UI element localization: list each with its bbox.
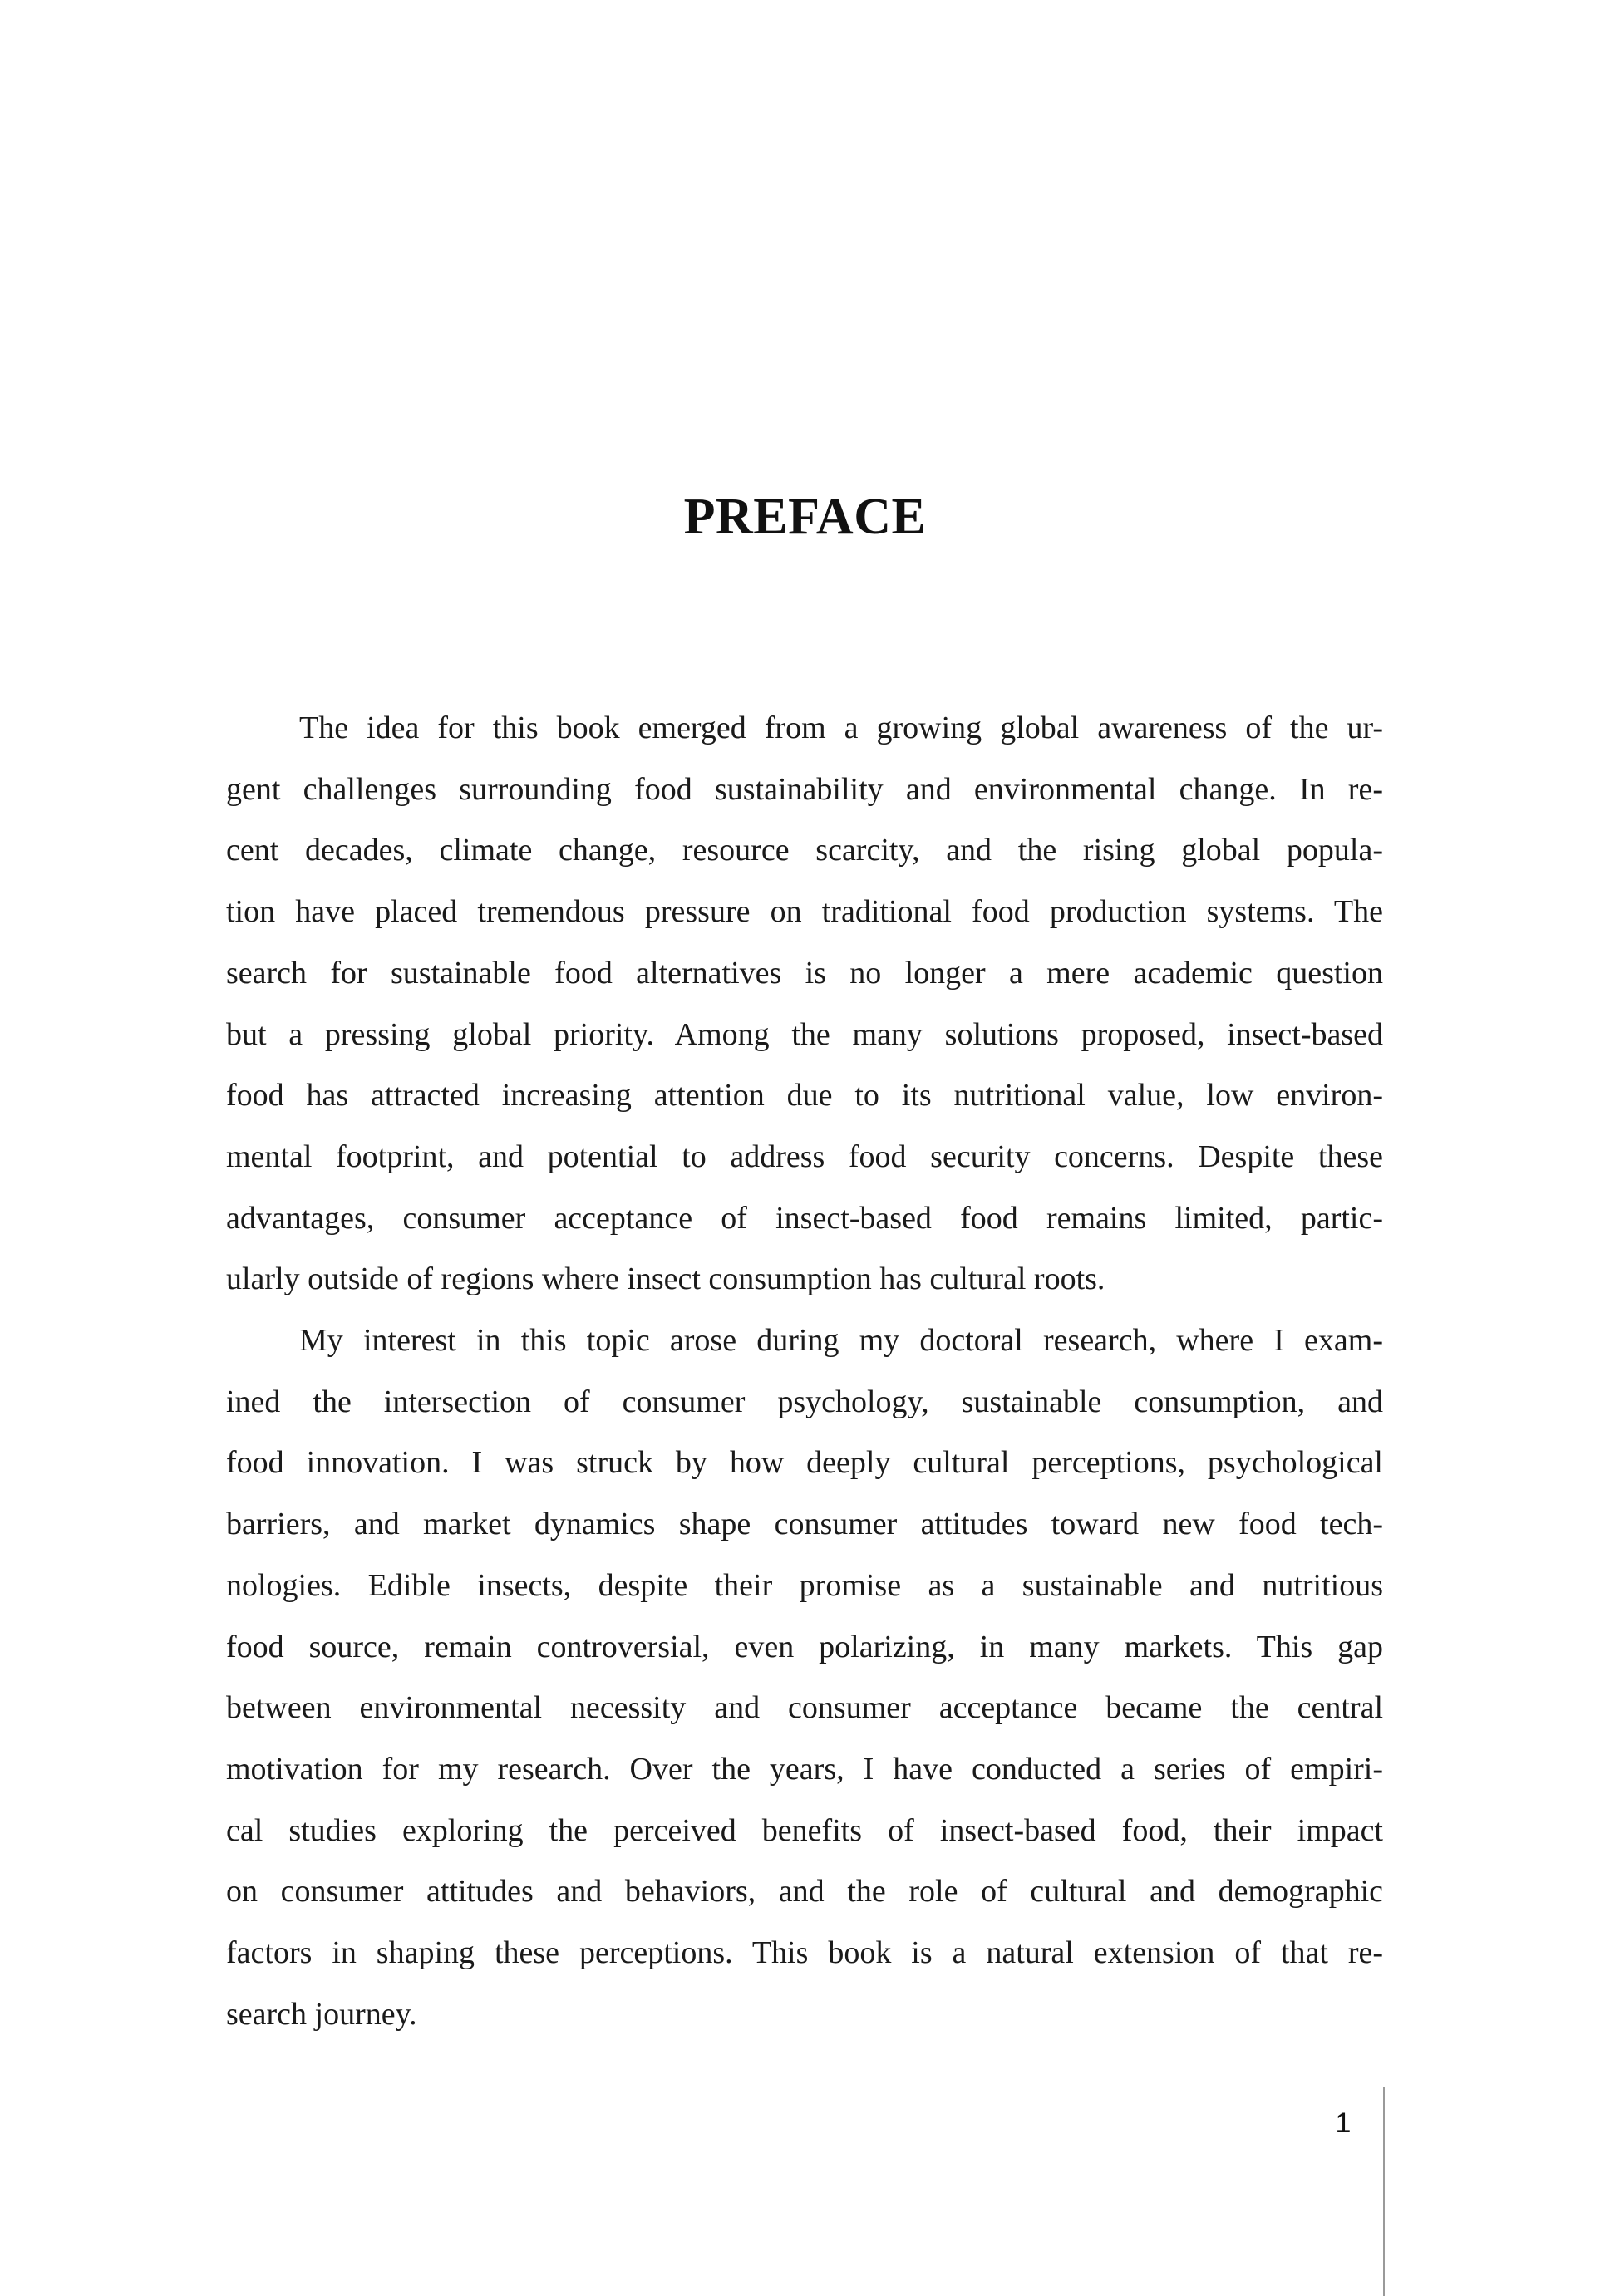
- text-line: ined the intersection of consumer psychology, sustainable consumption, and: [226, 1384, 1383, 1419]
- text-line: factors in shaping these perceptions. This book is a natural extension of that re-: [226, 1935, 1383, 1971]
- text-line: barriers, and market dynamics shape consumer attitudes toward new food tech-: [226, 1507, 1383, 1542]
- text-line: The idea for this book emerged from a growing global awareness of the ur-: [299, 710, 1383, 745]
- text-line: My interest in this topic arose during my doctoral research, where I exam-: [299, 1323, 1383, 1359]
- text-line: food source, remain controversial, even polarizing, in many markets. This gap: [226, 1629, 1383, 1664]
- text-line: ularly outside of regions where insect consumption has cultural roots.: [226, 1261, 1105, 1297]
- text-line: cent decades, climate change, resource scarcity, and the rising global popula-: [226, 833, 1383, 868]
- text-line: mental footprint, and potential to address food security concerns. Despite these: [226, 1138, 1383, 1174]
- preface-body: [226, 698, 1383, 2045]
- text-line: on consumer attitudes and behaviors, and the role of cultural and demographic: [226, 1874, 1383, 1910]
- text-line: search for sustainable food alternatives is no longer a mere academic question: [226, 955, 1383, 991]
- text-line: motivation for my research. Over the years, I have conducted a series of empiri-: [226, 1751, 1383, 1787]
- text-line: search journey.: [226, 1996, 417, 2032]
- text-line: food has attracted increasing attention due to its nutritional value, low environ-: [226, 1078, 1383, 1114]
- paragraph-2: [226, 1310, 1383, 2045]
- text-line: cal studies exploring the perceived benefits of insect-based food, their impact: [226, 1812, 1383, 1848]
- paragraph-1: [226, 698, 1383, 1310]
- margin-rule: [1383, 2087, 1385, 2296]
- text-line: nologies. Edible insects, despite their promise as a sustainable and nutritious: [226, 1567, 1383, 1603]
- text-line: but a pressing global priority. Among the many solutions proposed, insect-based: [226, 1016, 1383, 1052]
- text-line: between environmental necessity and consumer acceptance became the central: [226, 1690, 1383, 1726]
- text-line: food innovation. I was struck by how deeply cultural perceptions, psychological: [226, 1445, 1383, 1481]
- text-line: gent challenges surrounding food sustainability and environmental change. In re-: [226, 771, 1383, 807]
- page-title: PREFACE: [683, 488, 927, 545]
- text-line: advantages, consumer acceptance of insect-based food remains limited, partic-: [226, 1200, 1383, 1236]
- text-line: tion have placed tremendous pressure on traditional food production systems. The: [226, 894, 1383, 930]
- page-number: 1: [1335, 2107, 1352, 2139]
